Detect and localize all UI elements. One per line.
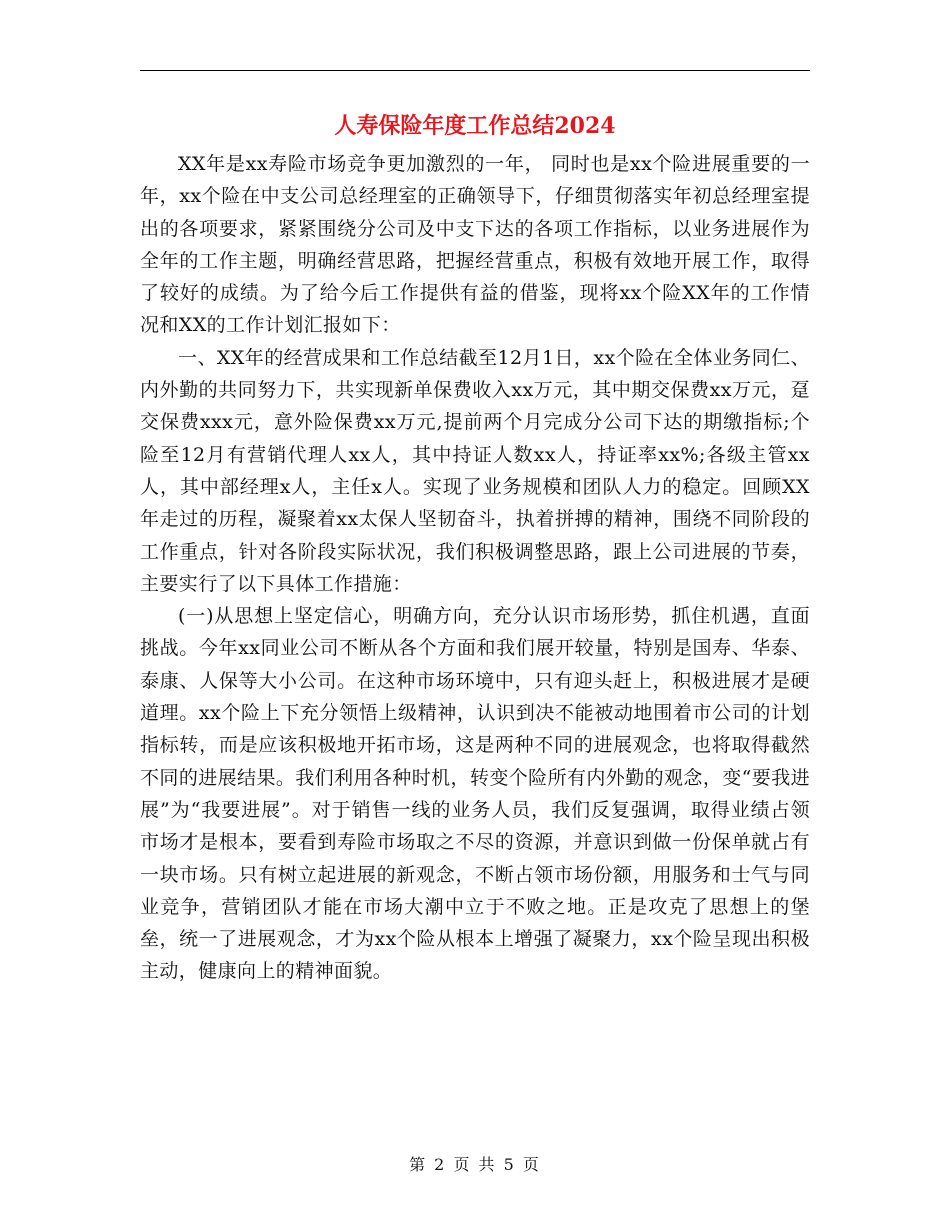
paragraph-intro: XX年是xx寿险市场竞争更加激烈的一年， 同时也是xx个险进展重要的一年，xx个险在中支公司总经理室的正确领导下，仔细贯彻落实年初总经理室提出的各项要求，紧紧围绕分公司及中支下达的各项工作指标，以业务进展作为全年的工作主题，明确经营思路，把握经营重点，积极有效地开展工作，取得了较好的成绩。为了给今后工作提供有益的借鉴，现将xx个险XX年的工作情况和XX的工作计划汇报如下： — [140, 153, 810, 337]
document-title: 人寿保险年度工作总结2024 — [334, 113, 616, 139]
header-rule — [140, 70, 810, 71]
paragraph-measure-one: (一)从思想上坚定信心，明确方向，充分认识市场形势，抓住机遇，直面挑战。今年xx同业公司不断从各个方面和我们展开较量，特别是国寿、华泰、泰康、人保等大小公司。在这种市场环境中，只有迎头赶上，积极进展才是硬道理。xx个险上下充分领悟上级精神，认识到决不能被动地围着市公司的计划指标转，而是应该积极地开拓市场，这是两种不同的进展观念，也将取得截然不同的进展结果。我们利用各种时机，转变个险所有内外勤的观念，变“要我进展”为“我要进展”。对于销售一线的业务人员，我们反复强调，取得业绩占领市场才是根本，要看到寿险市场取之不尽的资源，并意识到做一份保单就占有一块市场。只有树立起进展的新观念，不断占领市场份额，用服务和士气与同业竞争，营销团队才能在市场大潮中立于不败之地。正是攻克了思想上的堡垒，统一了进展观念，才为xx个险从根本上增强了凝聚力，xx个险呈现出积极主动，健康向上的精神面貌。 — [140, 605, 810, 983]
document-body — [140, 148, 810, 988]
page-number: 第 2 页 共 5 页 — [409, 1155, 541, 1174]
paragraph-section-one: 一、XX年的经营成果和工作总结截至12月1日，xx个险在全体业务同仁、内外勤的共同努力下，共实现新单保费收入xx万元，其中期交保费xx万元，趸交保费xxx元，意外险保费xx万元,提前两个月完成分公司下达的期缴指标;个险至12月有营销代理人xx人，其中持证人数xx人，持证率xx%;各级主管xx人，其中部经理x人，主任x人。实现了业务规模和团队人力的稳定。回顾XX年走过的历程，凝聚着xx太保人坚韧奋斗，执着拼搏的精神，围绕不同阶段的工作重点，针对各阶段实际状况，我们积极调整思路，跟上公司进展的节奏，主要实行了以下具体工作措施： — [140, 346, 810, 595]
